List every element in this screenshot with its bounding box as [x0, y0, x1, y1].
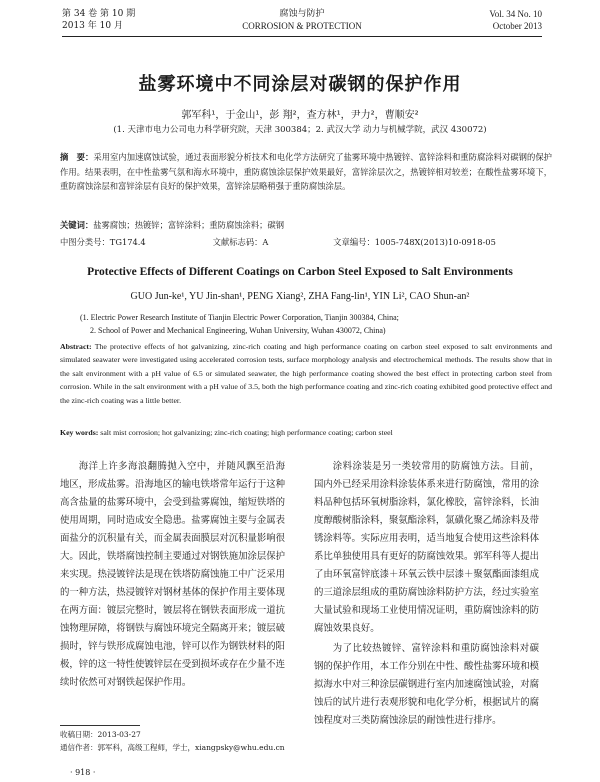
body-column-right [314, 458, 539, 732]
header-volume-en: Vol. 34 No. 10 [489, 9, 542, 19]
running-header [62, 6, 542, 36]
abstract-en-text: The protective effects of hot galvanizing, zinc-rich coating and high performance coating on carbon steel exposed to salt environments and simulated seawater were investigated using accelerated corrosion tests, surface morphology analysis and electrochemical methods. The results show that in the salt environment with a pH value of 6.5 or simulated seawater, the high performance coating showed the best effect in protecting carbon steel from corrosion. While in the salt environment with a pH value of 3.5, both the high performance coating and zinc-rich coating exhibited good protective effect and the zinc-rich coating was a little better. [60, 342, 552, 405]
affiliations-en [80, 311, 540, 337]
body-column-left [60, 458, 285, 694]
header-date-cn: 2013 年 10 月 [62, 21, 123, 31]
abstract-cn [60, 150, 552, 194]
authors-cn: 郭军科¹，于金山¹，彭 翔²，查方林¹，尹力²，曹顺安² [181, 110, 419, 121]
affiliation-en-1: (1. Electric Power Research Institute of Tianjin Electric Power Corporation, Tianjin 300384, China; [80, 313, 399, 322]
keywords-cn-text: 盐雾腐蚀；热镀锌；富锌涂料；重防腐蚀涂料；碳钢 [93, 220, 285, 230]
body-paragraph: 海洋上许多海浪翻腾抛入空中，并随风飘至沿海地区，形成盐雾。沿海地区的输电铁塔常年运行于这种高含盐量的盐雾环境中，会受到盐雾腐蚀，缩短铁塔的使用周期，同时造成安全隐患。盐雾腐蚀主要与金属表面盐分的沉积量有关，而金属表面膜层对沉积量影响很大。因此，铁塔腐蚀控制主要通过对钢铁施加涂层保护来实现。热浸镀锌法是现在铁塔防腐蚀施工中广泛采用的一种方法，热浸镀锌对钢材基体的保护作用主要体现在两方面：镀层完整时，镀层将在钢铁表面形成一道抗蚀物理屏障，将钢铁与腐蚀环境完全隔离开来；镀层破损时，锌与铁形成腐蚀电池，锌可以作为钢铁材料的阳极，锌的这一特性使镀锌层在受到损坏或存在少量不连续时依然可对钢铁起保护作用。 [60, 461, 286, 688]
affiliation-en-2: 2. School of Power and Mechanical Engineering, Wuhan University, Wuhan 430072, China) [90, 326, 386, 335]
title-cn: 盐雾环境中不同涂层对碳钢的保护作用 [138, 74, 462, 95]
article-meta [60, 235, 552, 249]
header-center [62, 8, 542, 32]
header-right [489, 8, 542, 32]
footnote [60, 728, 285, 754]
affiliations-cn: (1. 天津市电力公司电力科学研究院，天津 300384；2. 武汉大学 动力与机械学院，武汉 430072) [113, 125, 487, 135]
title-en: Protective Effects of Different Coatings on Carbon Steel Exposed to Salt Environments [87, 266, 513, 278]
header-volume: 第 34 卷 第 10 期 [62, 9, 136, 19]
corresponding-author: 通信作者：郭军科，高级工程师，学士，xiangpsky@whu.edu.cn [60, 743, 285, 752]
abstract-en [60, 340, 552, 407]
abstract-cn-label: 摘 要： [60, 152, 94, 162]
received-date: 收稿日期：2013-03-27 [60, 730, 141, 739]
body-paragraph: 涂料涂装是另一类较常用的防腐蚀方法。目前，国内外已经采用涂料涂装体系来进行防腐蚀，常用的涂料品种包括环氧树脂涂料，氯化橡胶，富锌涂料，长油度醇酸树脂涂料，聚氨酯涂料，氯磺化聚乙烯涂料及带锈涂料等。实际应用表明，适当地复合使用这些涂料体系比单独使用具有更好的防腐蚀效果。郭军科等人提出了由环氧富锌底漆＋环氧云铁中层漆＋聚氨酯面漆组成的三道涂层组成的重防腐蚀涂料防护方法，经过实验室大量试验和现场工业使用情况证明，重防腐蚀涂料的防腐蚀效果良好。 [314, 461, 540, 634]
keywords-en-text: salt mist corrosion; hot galvanizing; zinc-rich coating; high performance coating; carbon steel [100, 428, 393, 437]
document-code: 文献标志码：A [212, 237, 269, 247]
keywords-cn [60, 218, 552, 232]
footnote-rule [60, 725, 140, 726]
page-number: · 918 · [70, 768, 96, 777]
clc-number: 中图分类号：TG174.4 [60, 237, 146, 247]
article-number: 文章编号：1005-748X(2013)10-0918-05 [333, 237, 496, 247]
keywords-en [60, 426, 552, 439]
body-paragraph: 为了比较热镀锌、富锌涂料和重防腐蚀涂料对碳钢的保护作用，本工作分别在中性、酸性盐雾环境和模拟海水中对三种涂层碳钢进行室内加速腐蚀试验，对腐蚀后的试片进行表观形貌和电化学分析，根据试片的腐蚀程度对三类防腐蚀涂层的耐蚀性进行排序。 [314, 643, 540, 726]
journal-name-cn: 腐蚀与防护 [279, 9, 325, 19]
journal-name-en: CORROSION & PROTECTION [242, 21, 362, 31]
authors-en: GUO Jun-ke¹, YU Jin-shan¹, PENG Xiang², ZHA Fang-lin¹, YIN Li², CAO Shun-an² [130, 291, 470, 302]
keywords-en-label: Key words: [60, 428, 99, 437]
abstract-en-label: Abstract: [60, 342, 92, 351]
keywords-cn-label: 关键词： [60, 220, 94, 230]
abstract-cn-text: 采用室内加速腐蚀试验，通过表面形貌分析技术和电化学方法研究了盐雾环境中热镀锌、富锌涂料和重防腐涂料对碳钢的保护作用。结果表明，在中性盐雾气氛和海水环境中，重防腐蚀涂层保护效果最好，富锌涂层次之，热镀锌相对较差；在酸性盐雾环境下，重防腐蚀涂层和富锌涂层有良好的保护效果，富锌涂层略稍强于重防腐蚀涂层。 [60, 152, 552, 191]
header-rule [62, 36, 542, 37]
header-date-en: October 2013 [492, 21, 542, 31]
